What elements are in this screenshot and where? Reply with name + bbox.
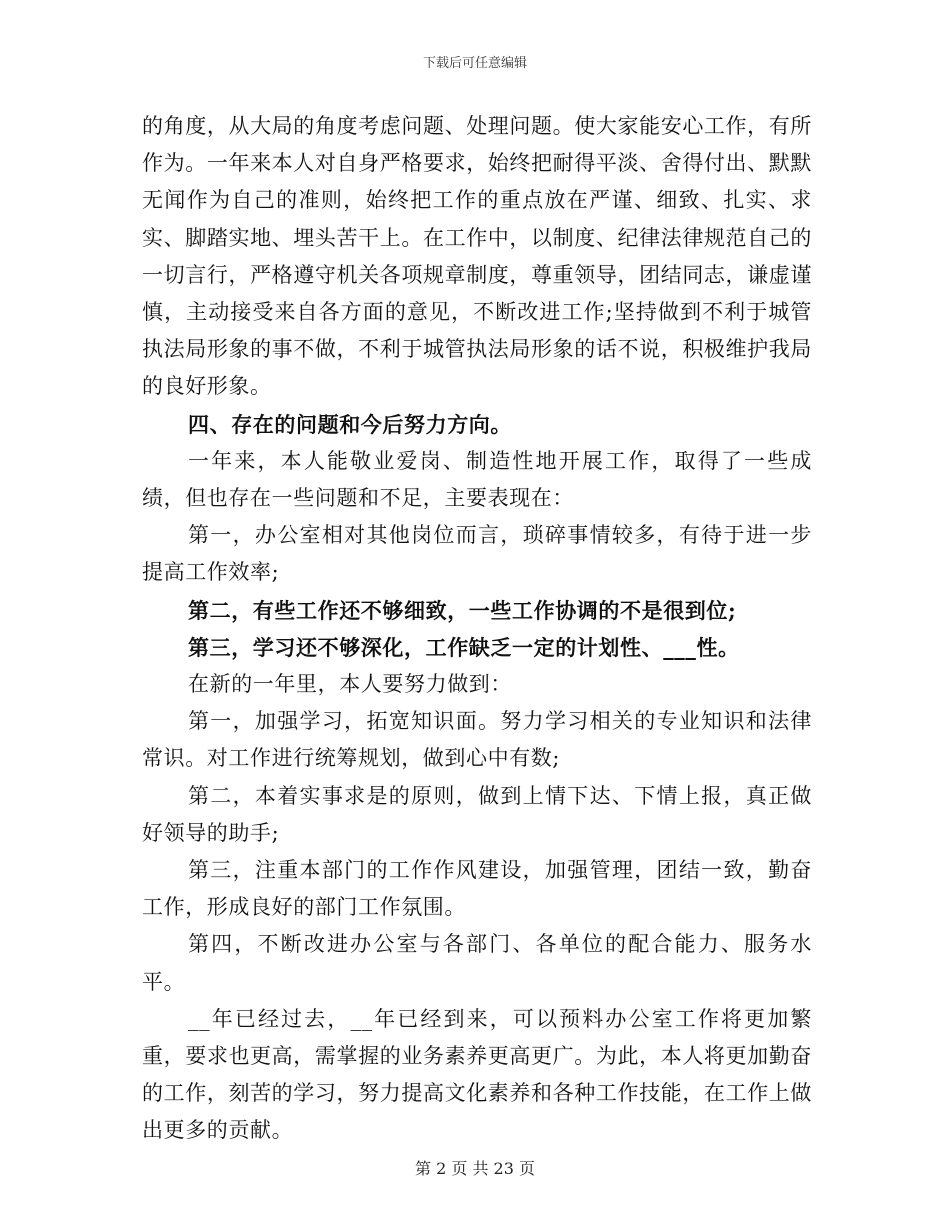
- paragraph-problem-3: 第三，学习还不够深化，工作缺乏一定的计划性、___性。: [188, 634, 740, 660]
- paragraph-summary: 一年来，本人能敬业爱岗、制造性地开展工作，取得了一些成绩，但也存在一些问题和不足，主要表现在：: [142, 448, 812, 511]
- paragraph-goal-3: 第三，注重本部门的工作作风建设，加强管理，团结一致，勤奋工作，形成良好的部门工作氛围。: [142, 858, 812, 920]
- paragraph-goal-1: 第一，加强学习，拓宽知识面。努力学习相关的专业知识和法律常识。对工作进行统筹规划，做到心中有数;: [142, 709, 812, 771]
- page-header: 下载后可任意编辑: [422, 56, 527, 71]
- paragraph-problem-1: 第一，办公室相对其他岗位而言，琐碎事情较多，有待于进一步提高工作效率;: [142, 523, 812, 585]
- paragraph-conclusion: __年已经过去，__年已经到来，可以预料办公室工作将更加繁重，要求也更高，需掌握的业务素养更高更广。为此，本人将更加勤奋的工作，刻苦的学习，努力提高文化素养和各种工作技能，在工作上做出更多的贡献。: [142, 1006, 812, 1143]
- document-body: [142, 108, 812, 1150]
- section-heading-problems: 四、存在的问题和今后努力方向。: [188, 411, 512, 437]
- paragraph-new-year-intro: 在新的一年里，本人要努力做到：: [188, 672, 512, 697]
- paragraph-goal-2: 第二，本着实事求是的原则，做到上情下达、下情上报，真正做好领导的助手;: [142, 783, 812, 845]
- paragraph-attitude: 的角度，从大局的角度考虑问题、处理问题。使大家能安心工作，有所作为。一年来本人对自身严格要求，始终把耐得平淡、舍得付出、默默无闻作为自己的准则，始终把工作的重点放在严谨、细致、扎实、求实、脚踏实地、埋头苦干上。在工作中，以制度、纪律法律规范自己的一切言行，严格遵守机关各项规章制度，尊重领导，团结同志，谦虚谨慎，主动接受来自各方面的意见，不断改进工作;坚持做到不利于城管执法局形象的事不做，不利于城管执法局形象的话不说，积极维护我局的良好形象。: [142, 114, 812, 399]
- paragraph-goal-4: 第四，不断改进办公室与各部门、各单位的配合能力、服务水平。: [142, 932, 812, 994]
- paragraph-problem-2: 第二，有些工作还不够细致，一些工作协调的不是很到位;: [188, 597, 737, 623]
- page-number: 第 2 页 共 23 页: [415, 1159, 535, 1178]
